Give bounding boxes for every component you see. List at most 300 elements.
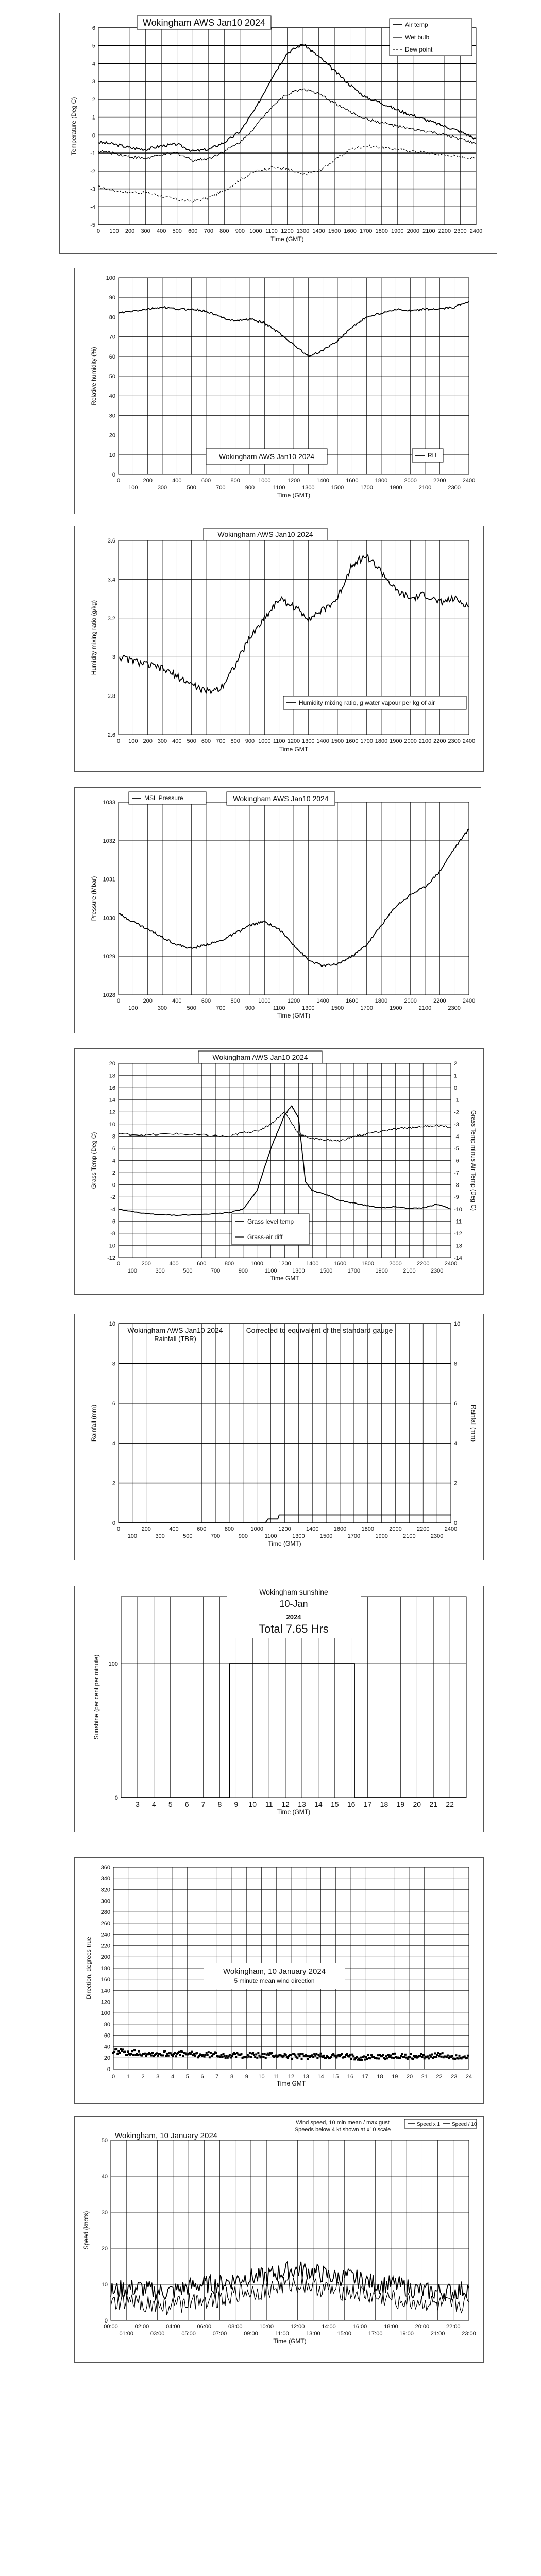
y-tick-label: 1 xyxy=(92,114,95,121)
x-tick-label: 2 xyxy=(141,2074,145,2080)
x-tick-label: 2300 xyxy=(448,1005,461,1011)
data-point xyxy=(302,2053,304,2055)
y-axis-label: Pressure (Mbar) xyxy=(90,876,97,921)
x-tick-label: 300 xyxy=(157,485,167,491)
y2-tick-label: -4 xyxy=(454,1133,459,1140)
data-point xyxy=(198,2055,200,2057)
y-tick-label: 0 xyxy=(107,2066,110,2073)
x-tick-label: 20:00 xyxy=(415,2324,430,2330)
data-point xyxy=(325,2057,327,2059)
data-point xyxy=(441,2056,443,2058)
x-tick-label: 800 xyxy=(230,738,240,744)
y-tick-label: 0 xyxy=(104,2318,108,2324)
data-point xyxy=(301,2058,303,2060)
y-tick-label: 20 xyxy=(109,432,115,439)
x-tick-label: 2000 xyxy=(404,478,417,484)
x-tick-label: 17:00 xyxy=(368,2331,383,2337)
y-tick-label: 50 xyxy=(101,2138,108,2144)
x-tick-label: 1100 xyxy=(265,228,278,234)
y2-tick-label: 6 xyxy=(454,1400,458,1407)
x-tick-label: 15 xyxy=(330,1800,339,1808)
data-point xyxy=(162,2054,164,2056)
chart-title: Wokingham AWS Jan10 2024 xyxy=(212,1053,308,1061)
data-point xyxy=(250,2056,252,2058)
humidity-chart-panel xyxy=(74,268,481,514)
x-tick-label: 11 xyxy=(265,1800,273,1808)
x-tick-label: 700 xyxy=(216,485,226,491)
data-point xyxy=(350,2058,352,2060)
data-point xyxy=(115,2048,117,2050)
data-point xyxy=(205,2054,207,2056)
data-point xyxy=(261,2056,263,2058)
x-tick-label: 4 xyxy=(151,1800,156,1808)
y-tick-label: 2.8 xyxy=(107,693,115,700)
y-tick-label: 3.4 xyxy=(107,577,115,583)
x-axis-label: Time (GMT) xyxy=(277,492,311,499)
chart-title-date: 10-Jan xyxy=(279,1599,308,1609)
x-tick-label: 11:00 xyxy=(275,2331,289,2337)
data-point xyxy=(167,2055,170,2057)
y-tick-label: 70 xyxy=(109,334,115,341)
y2-tick-label: 2 xyxy=(454,1480,458,1487)
x-tick-label: 800 xyxy=(230,998,240,1004)
data-point xyxy=(207,2054,209,2056)
x-tick-label: 200 xyxy=(143,998,153,1004)
x-tick-label: 2100 xyxy=(403,1268,416,1274)
data-point xyxy=(191,2051,193,2053)
x-tick-label: 02:00 xyxy=(134,2324,149,2330)
x-tick-label: 500 xyxy=(172,228,182,234)
x-tick-label: 1600 xyxy=(333,1526,347,1532)
data-point xyxy=(447,2055,449,2057)
data-point xyxy=(265,2057,267,2059)
x-tick-label: 700 xyxy=(204,228,213,234)
x-tick-label: 5 xyxy=(185,2074,189,2080)
x-tick-label: 18 xyxy=(380,1800,388,1808)
x-tick-label: 2200 xyxy=(417,1261,430,1267)
x-tick-label: 900 xyxy=(245,1005,255,1011)
x-tick-label: 16:00 xyxy=(352,2324,367,2330)
x-tick-label: 100 xyxy=(128,485,138,491)
x-tick-label: 17 xyxy=(363,1800,372,1808)
data-point xyxy=(435,2056,437,2058)
x-tick-label: 24 xyxy=(465,2074,472,2080)
y-tick-label: 340 xyxy=(100,1875,110,1882)
data-point xyxy=(366,2058,368,2060)
data-point xyxy=(268,2054,270,2056)
x-tick-label: 13 xyxy=(302,2074,309,2080)
chart-subtitle: Rainfall (TBR) xyxy=(154,1335,196,1343)
x-tick-label: 200 xyxy=(125,228,135,234)
data-point xyxy=(257,2052,259,2054)
y-tick-label: 10 xyxy=(109,1321,115,1327)
x-tick-label: 5 xyxy=(168,1800,173,1808)
x-tick-label: 100 xyxy=(109,228,119,234)
grass-temp-chart xyxy=(75,1049,483,1294)
x-tick-label: 200 xyxy=(143,478,153,484)
y-tick-label: 1032 xyxy=(103,838,115,844)
data-point xyxy=(433,2056,435,2058)
data-point xyxy=(356,2056,358,2058)
data-point xyxy=(306,2055,308,2057)
x-tick-label: 22:00 xyxy=(446,2324,461,2330)
x-tick-label: 900 xyxy=(245,738,255,744)
data-point xyxy=(131,2050,133,2052)
x-tick-label: 13 xyxy=(298,1800,306,1808)
y-tick-label: -2 xyxy=(110,1194,115,1201)
data-point xyxy=(367,2054,369,2056)
x-tick-label: 1800 xyxy=(361,1526,374,1532)
data-point xyxy=(364,2059,366,2061)
y2-tick-label: -14 xyxy=(454,1255,462,1261)
y2-tick-label: -2 xyxy=(454,1109,459,1116)
data-point xyxy=(420,2053,422,2055)
y-tick-label: 100 xyxy=(106,275,115,281)
y-tick-label: 320 xyxy=(100,1887,110,1893)
x-tick-label: 1300 xyxy=(296,228,310,234)
x-tick-label: 2000 xyxy=(407,228,420,234)
data-point xyxy=(256,2057,258,2059)
y-tick-label: 40 xyxy=(101,2174,108,2180)
x-tick-label: 6 xyxy=(200,2074,204,2080)
x-tick-label: 1900 xyxy=(390,738,402,744)
sunshine-chart xyxy=(75,1586,483,1832)
data-point xyxy=(407,2058,409,2060)
y-axis-label: Sunshine (per cent per minute) xyxy=(93,1654,100,1740)
x-tick-label: 1700 xyxy=(360,1005,373,1011)
x-tick-label: 300 xyxy=(157,738,167,744)
y-tick-label: 14 xyxy=(109,1097,115,1104)
x-tick-label: 15 xyxy=(332,2074,339,2080)
y-tick-label: 20 xyxy=(101,2246,108,2252)
sunshine-chart-panel xyxy=(74,1586,484,1832)
y-tick-label: 8 xyxy=(112,1361,115,1367)
x-tick-label: 2300 xyxy=(448,485,461,491)
data-point xyxy=(392,2053,394,2055)
data-point xyxy=(459,2055,461,2057)
data-point xyxy=(213,2053,215,2055)
x-tick-label: 14:00 xyxy=(322,2324,336,2330)
data-point xyxy=(262,2053,264,2055)
x-tick-label: 0 xyxy=(116,1261,121,1267)
x-tick-label: 1100 xyxy=(264,1533,277,1539)
x-tick-label: 1900 xyxy=(390,1005,402,1011)
y-tick-label: 5 xyxy=(92,43,95,49)
x-tick-label: 2300 xyxy=(454,228,467,234)
data-point xyxy=(330,2056,332,2058)
x-tick-label: 900 xyxy=(238,1533,248,1539)
data-point xyxy=(359,2059,361,2061)
x-tick-label: 400 xyxy=(172,478,182,484)
data-point xyxy=(172,2055,174,2057)
grass-temp-chart-panel xyxy=(74,1048,484,1295)
x-tick-label: 1000 xyxy=(250,1261,263,1267)
x-tick-label: 7 xyxy=(201,1800,206,1808)
data-point xyxy=(427,2055,429,2057)
data-point xyxy=(430,2056,432,2058)
x-tick-label: 03:00 xyxy=(150,2331,165,2337)
data-point xyxy=(222,2056,224,2058)
y-tick-label: 0 xyxy=(114,1795,118,1801)
data-point xyxy=(348,2055,350,2057)
x-tick-label: 1000 xyxy=(258,998,271,1004)
plot-area xyxy=(111,2140,469,2320)
x-tick-label: 09:00 xyxy=(244,2331,258,2337)
y2-tick-label: -12 xyxy=(454,1230,462,1237)
y-tick-label: 10 xyxy=(109,1121,115,1128)
data-point xyxy=(181,2050,183,2053)
x-tick-label: 05:00 xyxy=(181,2331,196,2337)
x-tick-label: 200 xyxy=(141,1526,151,1532)
data-point xyxy=(248,2056,250,2058)
data-point xyxy=(393,2057,395,2059)
y-tick-label: 1028 xyxy=(103,992,115,998)
data-point xyxy=(258,2055,260,2057)
legend-label: Speed x 1 xyxy=(417,2122,441,2127)
x-tick-label: 500 xyxy=(187,1005,196,1011)
x-tick-label: 1300 xyxy=(302,738,315,744)
x-tick-label: 1200 xyxy=(278,1261,291,1267)
data-point xyxy=(234,2053,236,2055)
x-tick-label: 800 xyxy=(230,478,240,484)
y-tick-label: 20 xyxy=(109,1061,115,1067)
data-point xyxy=(126,2054,128,2056)
legend-label: Speed / 10 xyxy=(452,2122,477,2127)
chart-title: Wokingham, 10 January 2024 xyxy=(115,2131,218,2140)
data-point xyxy=(287,2057,289,2059)
y-tick-label: 3 xyxy=(92,79,95,86)
data-point xyxy=(156,2052,158,2054)
x-tick-label: 4 xyxy=(171,2074,175,2080)
x-tick-label: 300 xyxy=(141,228,150,234)
data-point xyxy=(464,2055,466,2057)
y-tick-label: 60 xyxy=(104,2032,110,2039)
x-tick-label: 0 xyxy=(116,738,121,744)
y-tick-label: -4 xyxy=(110,1206,115,1213)
y-tick-label: -1 xyxy=(90,150,95,157)
y2-tick-label: -8 xyxy=(454,1182,459,1189)
x-tick-label: 23 xyxy=(451,2074,458,2080)
x-tick-label: 700 xyxy=(216,1005,226,1011)
data-point xyxy=(210,2052,212,2054)
data-point xyxy=(421,2056,424,2058)
x-tick-label: 2000 xyxy=(389,1261,402,1267)
x-tick-label: 1500 xyxy=(328,228,341,234)
x-tick-label: 1400 xyxy=(316,478,329,484)
x-tick-label: 800 xyxy=(224,1261,234,1267)
y-tick-label: 4 xyxy=(112,1440,115,1447)
data-point xyxy=(439,2053,442,2055)
x-tick-label: 1500 xyxy=(331,485,344,491)
x-tick-label: 100 xyxy=(128,738,138,744)
x-tick-label: 600 xyxy=(201,998,211,1004)
x-tick-label: 2100 xyxy=(418,738,432,744)
data-point xyxy=(422,2054,425,2056)
x-axis-label: Time (GMT) xyxy=(268,1540,301,1547)
data-point xyxy=(252,2052,254,2054)
x-tick-label: 0 xyxy=(116,998,121,1004)
x-tick-label: 500 xyxy=(187,738,196,744)
x-tick-label: 2000 xyxy=(404,738,417,744)
x-tick-label: 1400 xyxy=(306,1526,319,1532)
data-point xyxy=(365,2056,367,2058)
x-tick-label: 2200 xyxy=(433,478,446,484)
data-point xyxy=(291,2058,293,2060)
y2-tick-label: -13 xyxy=(454,1243,462,1249)
y-tick-label: -3 xyxy=(90,186,95,193)
x-tick-label: 1200 xyxy=(278,1526,291,1532)
x-tick-label: 1200 xyxy=(287,998,300,1004)
data-point xyxy=(223,2053,225,2055)
data-point xyxy=(394,2053,396,2055)
data-point xyxy=(386,2057,388,2059)
y-tick-label: 360 xyxy=(100,1865,110,1871)
data-point xyxy=(341,2053,343,2055)
x-tick-label: 22 xyxy=(436,2074,443,2080)
x-tick-label: 2400 xyxy=(462,478,476,484)
x-tick-label: 19:00 xyxy=(399,2331,414,2337)
data-point xyxy=(344,2056,346,2058)
y2-axis-label: Grass Temp minus Air Temp (Deg C) xyxy=(470,1110,477,1211)
chart-title: Wokingham AWS Jan10 2024 xyxy=(142,18,266,28)
data-point xyxy=(307,2058,309,2060)
x-tick-label: 16 xyxy=(347,1800,356,1808)
y-tick-label: 3 xyxy=(112,654,115,661)
x-tick-label: 22 xyxy=(446,1800,454,1808)
data-point xyxy=(424,2057,426,2059)
x-tick-label: 300 xyxy=(157,1005,167,1011)
data-point xyxy=(235,2056,237,2058)
y-tick-label: -12 xyxy=(107,1255,115,1261)
x-tick-label: 100 xyxy=(127,1268,138,1274)
y2-tick-label: 1 xyxy=(454,1073,458,1079)
x-axis-label: Time GMT xyxy=(279,745,309,753)
data-point xyxy=(454,2058,456,2060)
x-tick-label: 18:00 xyxy=(384,2324,398,2330)
temperature-chart-panel xyxy=(59,13,497,254)
x-tick-label: 04:00 xyxy=(166,2324,180,2330)
data-point xyxy=(387,2054,390,2056)
x-tick-label: 1300 xyxy=(292,1268,305,1274)
data-point xyxy=(231,2055,233,2057)
x-tick-label: 1300 xyxy=(292,1533,305,1539)
y-tick-label: 30 xyxy=(109,413,115,419)
x-tick-label: 16 xyxy=(347,2074,354,2080)
data-point xyxy=(208,2051,210,2053)
y-tick-label: 260 xyxy=(100,1920,110,1927)
chart-title: Wokingham AWS Jan10 2024 xyxy=(127,1326,223,1334)
x-tick-label: 900 xyxy=(245,485,255,491)
data-point xyxy=(315,2053,317,2055)
x-tick-label: 0 xyxy=(96,228,100,234)
x-tick-label: 17 xyxy=(362,2074,368,2080)
wind-direction-chart-panel xyxy=(74,1857,484,2104)
x-tick-label: 1400 xyxy=(316,998,329,1004)
y2-tick-label: -1 xyxy=(454,1097,459,1104)
rainfall-chart-panel xyxy=(74,1314,484,1560)
x-tick-label: 1100 xyxy=(273,485,285,491)
x-tick-label: 21 xyxy=(429,1800,437,1808)
y2-tick-label: 10 xyxy=(454,1321,461,1327)
y-tick-label: 6 xyxy=(112,1145,115,1152)
wind-speed-chart xyxy=(75,2117,483,2362)
y-tick-label: 90 xyxy=(109,295,115,301)
y-tick-label: 140 xyxy=(100,1988,110,1994)
data-point xyxy=(448,2057,450,2059)
data-point xyxy=(434,2052,436,2054)
legend-label: Humidity mixing ratio, g water vapour per kg of air xyxy=(299,699,435,706)
chart-title-year: 2024 xyxy=(286,1613,301,1621)
data-point xyxy=(431,2054,433,2056)
y2-tick-label: 2 xyxy=(454,1061,458,1067)
x-tick-label: 1500 xyxy=(331,1005,344,1011)
x-tick-label: 1800 xyxy=(361,1261,374,1267)
y-tick-label: -5 xyxy=(90,222,95,228)
y2-tick-label: -5 xyxy=(454,1145,459,1152)
y-tick-label: 2.6 xyxy=(107,732,115,738)
y2-tick-label: 0 xyxy=(454,1085,458,1092)
data-point xyxy=(363,2055,365,2057)
x-tick-label: 700 xyxy=(210,1533,221,1539)
y-axis-label: Speed (knots) xyxy=(82,2211,90,2250)
data-point xyxy=(178,2051,180,2053)
x-tick-label: 700 xyxy=(210,1268,221,1274)
y2-tick-label: -7 xyxy=(454,1170,459,1177)
x-tick-label: 1900 xyxy=(391,228,404,234)
y-tick-label: -4 xyxy=(90,204,95,211)
mixing-ratio-chart xyxy=(75,526,483,771)
y-tick-label: -6 xyxy=(110,1218,115,1225)
data-point xyxy=(360,2057,362,2059)
x-tick-label: 100 xyxy=(127,1533,138,1539)
data-point xyxy=(415,2055,417,2057)
data-point xyxy=(384,2058,386,2060)
x-tick-label: 2300 xyxy=(448,738,461,744)
y-axis-label: Humidity mixing ratio (g/kg) xyxy=(90,600,97,675)
chart-title: Wokingham AWS Jan10 2024 xyxy=(217,530,313,538)
x-tick-label: 1000 xyxy=(258,738,271,744)
y-tick-label: -8 xyxy=(110,1230,115,1237)
humidity-chart xyxy=(75,268,481,514)
y-tick-label: 3.2 xyxy=(107,615,115,622)
x-tick-label: 21:00 xyxy=(430,2331,445,2337)
legend-label: Grass level temp xyxy=(247,1218,294,1225)
legend-label: Grass-air diff xyxy=(247,1233,283,1241)
x-tick-label: 1500 xyxy=(319,1268,333,1274)
x-tick-label: 1900 xyxy=(390,485,402,491)
x-axis-label: Time (GMT) xyxy=(270,235,304,243)
y2-tick-label: -3 xyxy=(454,1121,459,1128)
x-axis-label: Time (GMT) xyxy=(277,1012,311,1019)
data-point xyxy=(113,2051,115,2053)
y-tick-label: 2 xyxy=(112,1480,115,1487)
data-point xyxy=(119,2052,121,2054)
x-tick-label: 1700 xyxy=(360,485,373,491)
y-tick-label: 100 xyxy=(108,1661,118,1667)
data-point xyxy=(246,2056,248,2058)
rainfall-chart xyxy=(75,1314,483,1560)
data-point xyxy=(190,2053,192,2055)
data-point xyxy=(299,2053,301,2055)
data-point xyxy=(138,2050,140,2053)
data-point xyxy=(466,2057,468,2059)
y-tick-label: 30 xyxy=(101,2210,108,2216)
x-tick-label: 600 xyxy=(197,1261,207,1267)
data-point xyxy=(144,2053,146,2055)
x-tick-label: 2100 xyxy=(418,485,432,491)
data-point xyxy=(182,2055,184,2057)
y-tick-label: 20 xyxy=(104,2055,110,2062)
